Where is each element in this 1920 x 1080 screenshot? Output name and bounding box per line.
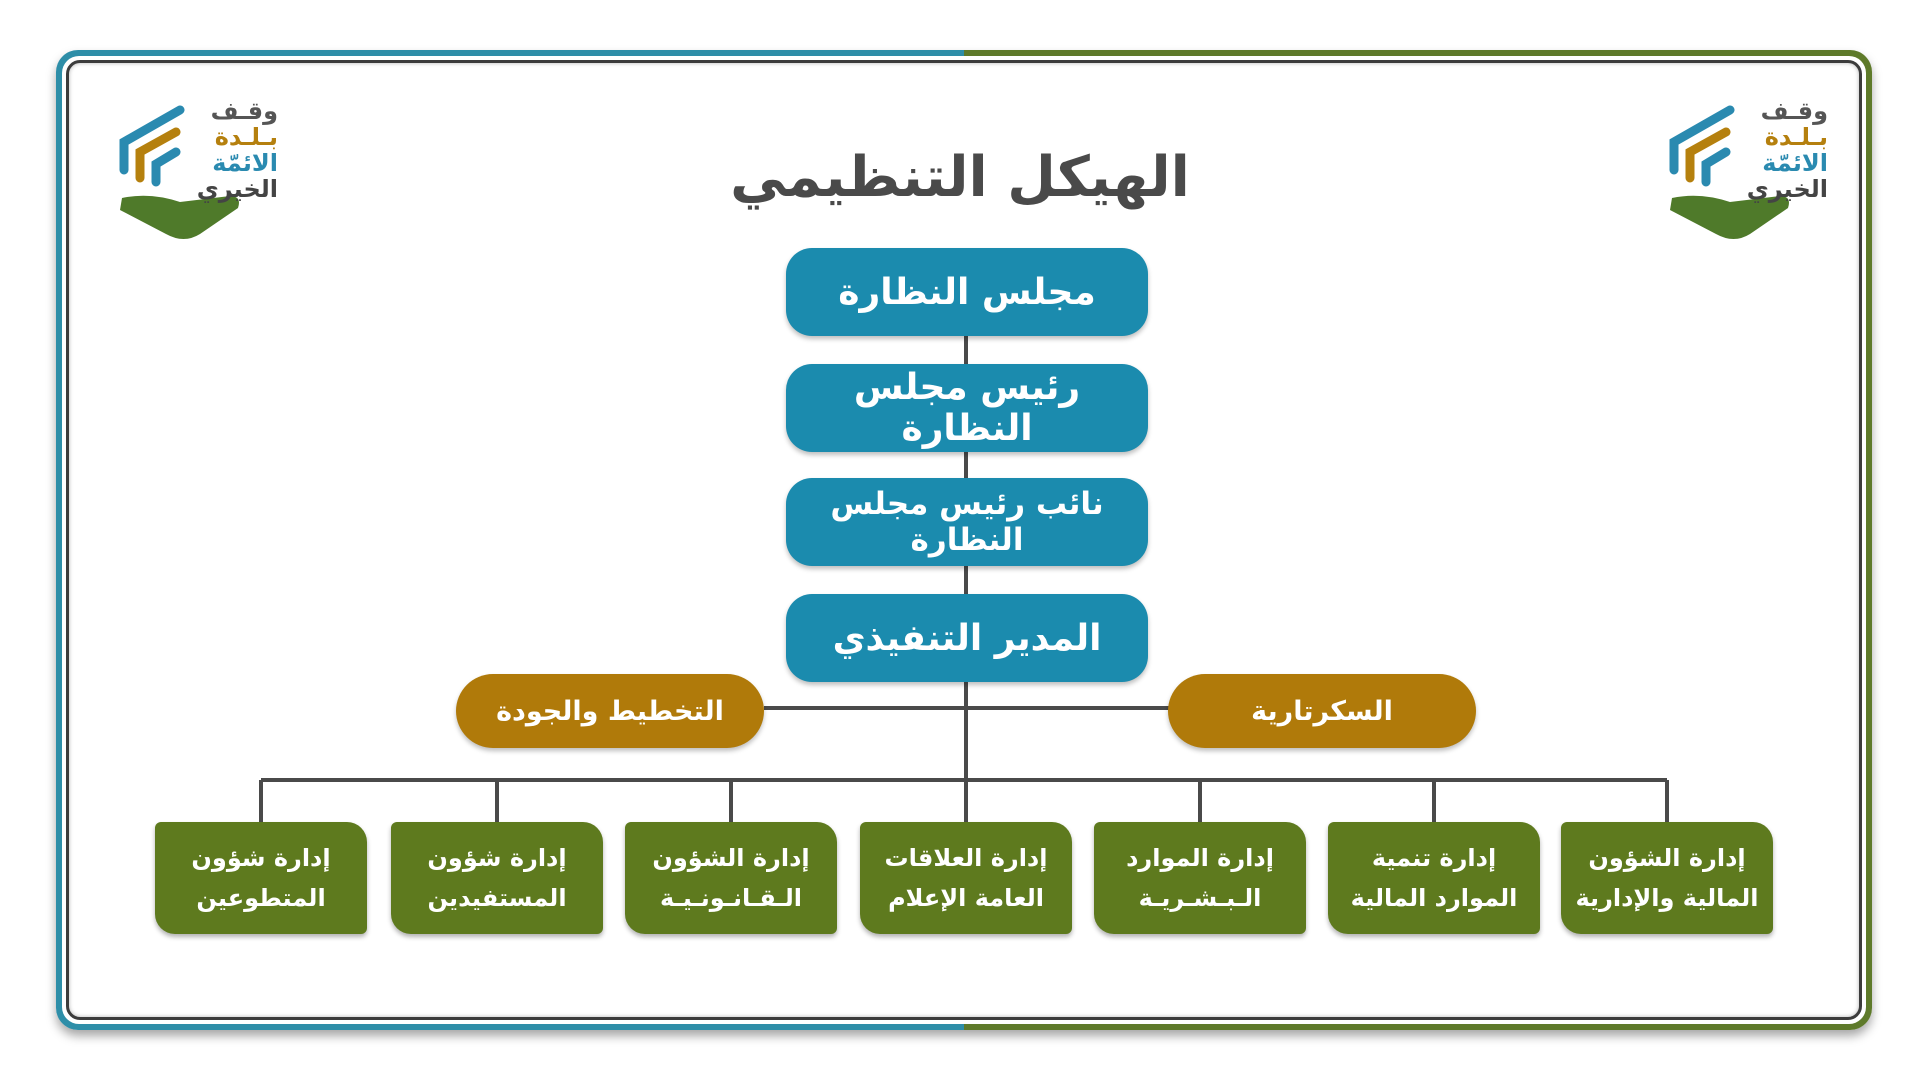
logo-line-3: الائمّة — [1762, 149, 1828, 177]
node-dept-volunteers: إدارة شؤون المتطوعين — [155, 822, 367, 934]
logo-line-1: وقـف — [1760, 97, 1828, 125]
node-planning-quality: التخطيط والجودة — [456, 674, 764, 748]
node-executive-director: المدير التنفيذي — [786, 594, 1148, 682]
waqf-logo-right — [1660, 92, 1830, 252]
node-dept-legal: إدارة الشؤون الـقـانـونـيـة — [625, 822, 837, 934]
node-dept-beneficiaries: إدارة شؤون المستفيدين — [391, 822, 603, 934]
logo-line-4: الخيري — [196, 175, 278, 203]
node-supervisory-board: مجلس النظارة — [786, 248, 1148, 336]
waqf-logo-left — [110, 92, 280, 252]
logo-line-1: وقـف — [210, 97, 278, 125]
page-title: الهيكل التنظيمي — [730, 145, 1190, 210]
logo-line-4: الخيري — [1746, 175, 1828, 203]
node-secretariat: السكرتارية — [1168, 674, 1476, 748]
node-board-chairman: رئيس مجلس النظارة — [786, 364, 1148, 452]
node-vice-chairman: نائب رئيس مجلس النظارة — [786, 478, 1148, 566]
logo-line-2: بـلـدة — [1764, 123, 1828, 151]
node-dept-human-resources: إدارة الموارد الـبـشـريـة — [1094, 822, 1306, 934]
node-dept-public-relations: إدارة العلاقات العامة الإعلام — [860, 822, 1072, 934]
node-dept-finance-admin: إدارة الشؤون المالية والإدارية — [1561, 822, 1773, 934]
logo-line-3: الائمّة — [212, 149, 278, 177]
logo-line-2: بـلـدة — [214, 123, 278, 151]
node-dept-financial-development: إدارة تنمية الموارد المالية — [1328, 822, 1540, 934]
